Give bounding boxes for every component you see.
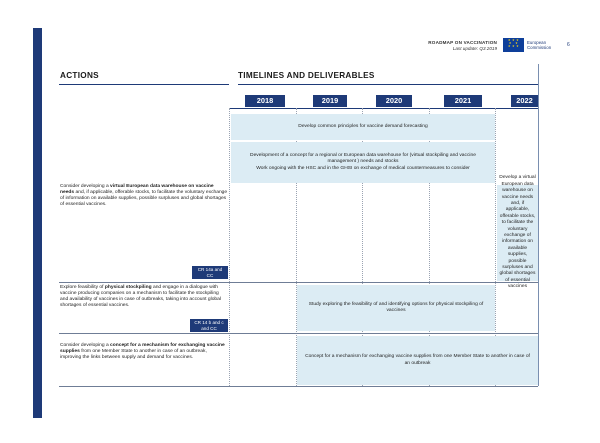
data-warehouse-concept-text xyxy=(237,153,489,172)
action-data-warehouse-bold: virtual European data warehouse on vaccine needs xyxy=(60,184,214,196)
action-physical-stockpiling-prefix: Explore feasibility of xyxy=(60,285,105,290)
logo-text-line1: European xyxy=(527,40,547,45)
actions-heading: ACTIONS xyxy=(60,71,99,80)
supply-exchange-deliverable xyxy=(297,336,538,385)
action-supply-exchange-prefix: Consider developing a xyxy=(60,343,111,348)
action-physical-stockpiling xyxy=(60,285,228,309)
action-data-warehouse xyxy=(60,184,228,208)
cr-badge: CR 14 b and c and CC xyxy=(190,319,228,332)
data-warehouse-2022-text: Develop a virtual European data warehouse on vaccine needs and, if applicable, offerable stocks, to facilitate the voluntary exchange of information on available supplies, possible surpluses and global shortages of essential vaccines xyxy=(499,175,536,290)
timelines-heading: TIMELINES AND DELIVERABLES xyxy=(238,71,375,80)
data-warehouse-concept-line1: Development of a concept for a regional or European data warehouse for (virtual stockpiling and vaccine management ) needs and stocks xyxy=(250,152,476,165)
row-separator xyxy=(59,282,538,283)
action-supply-exchange-bold: concept for a mechanism for exchanging vaccine supplies xyxy=(60,343,225,355)
row-separator xyxy=(59,386,538,387)
eu-flag-logo-icon: ★ ★ ★ ★ ★ ★ ★ ★ xyxy=(503,38,524,52)
year-2018: 2018 xyxy=(245,95,285,107)
action-supply-exchange xyxy=(60,343,228,361)
year-2020: 2020 xyxy=(376,95,412,107)
data-warehouse-concept-deliverable xyxy=(231,142,495,183)
actions-heading-rule xyxy=(59,84,229,85)
action-supply-exchange-suffix: from one Member State to another in case of an outbreak, improving the links between supply and demand for vaccines. xyxy=(60,349,207,361)
cr-badge: CR 14a and CC xyxy=(192,266,228,279)
logo-text xyxy=(527,40,551,50)
table-right-border xyxy=(538,64,539,386)
action-data-warehouse-suffix: and, if applicable, offerable stocks, to facilitate the voluntary exchange of information on available supplies, possible surpluses and global shortages of essential vaccines. xyxy=(60,190,228,208)
side-accent-bar xyxy=(33,28,42,418)
document-header xyxy=(428,40,497,52)
data-warehouse-2022-deliverable xyxy=(497,175,538,290)
demand-forecasting-text: Develop common principles for vaccine demand forecasting xyxy=(298,123,428,129)
logo-text-line2: Commission xyxy=(527,45,552,51)
action-physical-stockpiling-bold: physical stockpiling xyxy=(104,285,152,290)
year-2021: 2021 xyxy=(444,95,482,107)
year-row-rule xyxy=(230,108,538,109)
demand-forecasting-deliverable xyxy=(231,114,495,140)
timelines-heading-rule xyxy=(238,84,538,85)
row-separator xyxy=(59,333,538,334)
supply-exchange-text: Concept for a mechanism for exchanging vaccine supplies from one Member State to another in case of an outbreak xyxy=(305,354,530,366)
action-data-warehouse-prefix: Consider developing a xyxy=(60,184,111,189)
page-number: 6 xyxy=(567,42,570,48)
grid-line xyxy=(229,108,230,386)
year-2022: 2022 xyxy=(511,95,538,107)
last-update: Last update: Q3 2019 xyxy=(452,46,497,51)
physical-stockpiling-deliverable xyxy=(297,285,495,331)
document-title: ROADMAP ON VACCINATION xyxy=(428,40,497,45)
action-physical-stockpiling-suffix: and engage in a dialogue with vaccine producing companies on a mechanism to facilitate the stockpiling and availability of vaccines in case of outbreaks, taking into account global shortages of essential vaccines. xyxy=(60,285,221,309)
data-warehouse-concept-line2: Work ongoing with the HSC and in the GHSI on exchange of medical countermeasures to consider xyxy=(256,165,470,171)
physical-stockpiling-text: Study exploring the feasibility of and identifying options for physical stockpiling of vaccines xyxy=(308,301,484,313)
year-2019: 2019 xyxy=(313,95,347,107)
